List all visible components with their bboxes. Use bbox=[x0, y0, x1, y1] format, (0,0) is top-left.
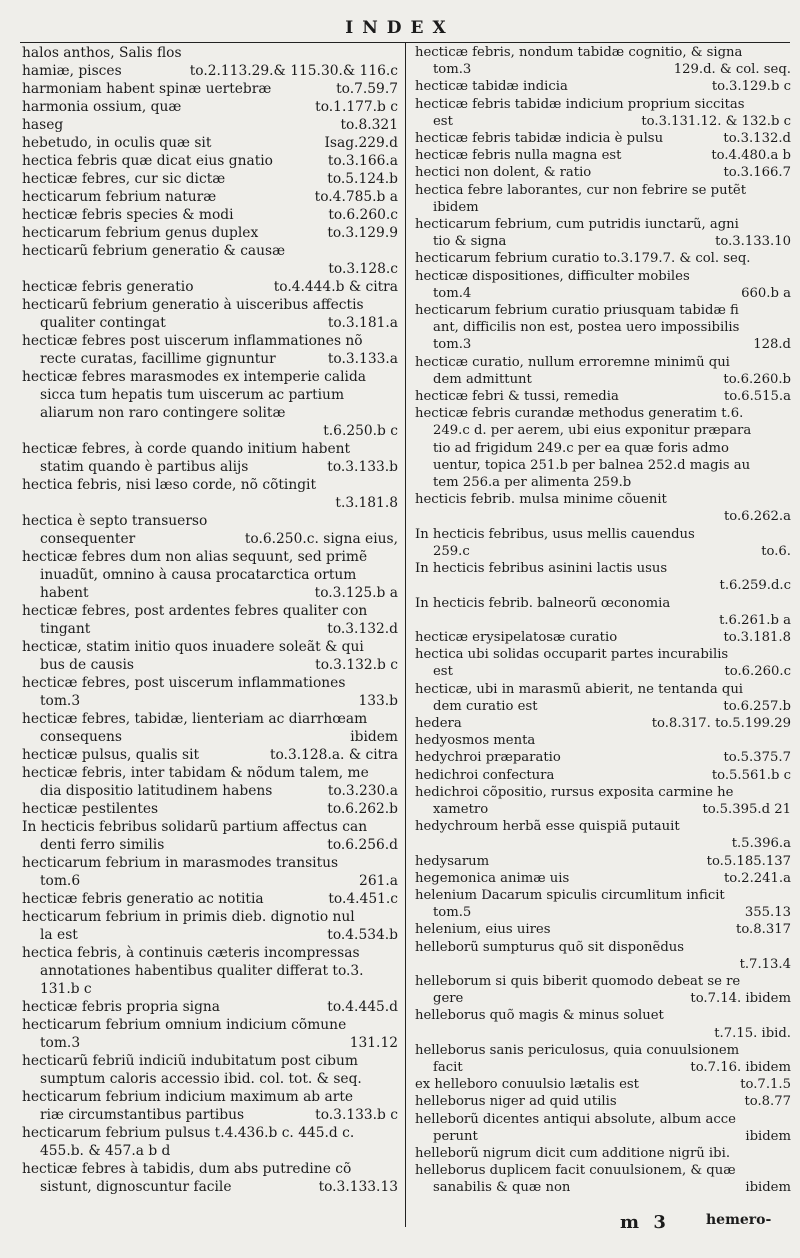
entry-text: hecticarum febrium curatio to.3.179.7. & col. seq. bbox=[415, 251, 751, 267]
entry-text: hecticæ curatio, nullum erroremne minimũ qui bbox=[415, 354, 730, 370]
entry-text: hecticæ febris tabidæ indicia è pulsu bbox=[415, 131, 664, 147]
entry-reference: to.3.166.a bbox=[327, 153, 398, 169]
entry-reference: to.8.321 bbox=[340, 117, 398, 133]
entry-text: helenium, eius uires bbox=[415, 922, 551, 938]
index-entry bbox=[22, 638, 398, 674]
index-entry bbox=[415, 939, 791, 973]
index-entry bbox=[415, 870, 791, 887]
entry-text: halos anthos, Salis flos bbox=[22, 45, 182, 61]
entry-continuation: ibidem bbox=[433, 199, 479, 215]
index-entry bbox=[415, 784, 791, 818]
entry-text: hecticæ febris tabidæ indicium proprium siccitas bbox=[415, 96, 745, 112]
entry-reference: to.3.230.a bbox=[327, 783, 398, 799]
entry-reference: to.4.451.c bbox=[328, 891, 398, 907]
entry-reference: to.6.250.c. signa eius, bbox=[244, 531, 398, 547]
index-entry bbox=[415, 732, 791, 749]
entry-text: hecticarum febrium pulsus t.4.436.b c. 445.d c. bbox=[22, 1125, 355, 1141]
entry-reference: t.6.250.b c bbox=[323, 423, 398, 439]
index-entry bbox=[22, 206, 398, 224]
entry-reference: to.3.133.a bbox=[327, 351, 398, 367]
index-entry bbox=[22, 440, 398, 476]
entry-text: hegemonica animæ uis bbox=[415, 870, 570, 886]
entry-reference: to.5.124.b bbox=[327, 171, 398, 187]
entry-reference: to.6.260.b bbox=[723, 371, 791, 387]
entry-text: hecticæ pestilentes bbox=[22, 801, 159, 817]
entry-text: hectica ubi solidas occuparit partes incurabilis bbox=[415, 647, 729, 663]
entry-text: hebetudo, in oculis quæ sit bbox=[22, 135, 212, 151]
entry-reference: to.3.133.b bbox=[327, 459, 398, 475]
index-entry bbox=[415, 853, 791, 870]
index-entry bbox=[415, 1093, 791, 1110]
index-entry bbox=[415, 1145, 791, 1162]
index-entry bbox=[22, 368, 398, 440]
entry-text: hamiæ, pisces bbox=[22, 63, 122, 79]
index-entry bbox=[22, 224, 398, 242]
index-entry bbox=[415, 681, 791, 715]
entry-text: hecticæ febres, cur sic dictæ bbox=[22, 171, 226, 187]
entry-text: haseg bbox=[22, 117, 64, 133]
left-column bbox=[22, 44, 398, 1196]
entry-continuation: tingant bbox=[40, 621, 91, 637]
index-entry bbox=[22, 116, 398, 134]
index-entry bbox=[22, 44, 398, 62]
entry-reference: to.7.14. ibidem bbox=[690, 991, 791, 1007]
index-entry bbox=[415, 646, 791, 680]
entry-text: hecticæ febres dum non alias sequunt, sed primẽ bbox=[22, 549, 368, 565]
index-entry bbox=[22, 1088, 398, 1124]
index-entry bbox=[22, 890, 398, 908]
entry-reference: to.5.185.137 bbox=[706, 853, 791, 869]
entry-text: hecticarum febrium curatio priusquam tabidæ fi bbox=[415, 303, 739, 319]
entry-reference: to.2.241.a bbox=[723, 870, 791, 886]
index-entry bbox=[415, 921, 791, 938]
entry-reference: 660.b a bbox=[741, 285, 791, 301]
entry-continuation: denti ferro similis bbox=[40, 837, 165, 853]
entry-continuation: perunt bbox=[433, 1128, 478, 1144]
entry-text: helleborus quõ magis & minus soluet bbox=[415, 1008, 664, 1024]
entry-reference: to.3.128.a. & citra bbox=[269, 747, 398, 763]
entry-continuation: tom.3 bbox=[433, 62, 472, 78]
entry-continuation: dem admittunt bbox=[433, 371, 532, 387]
entry-text: hecticæ febris curandæ methodus generatim t.6. bbox=[415, 406, 744, 422]
index-entry bbox=[415, 388, 791, 405]
entry-reference: to.3.133.10 bbox=[715, 234, 791, 250]
entry-continuation: est bbox=[433, 664, 453, 680]
entry-text: hecticæ febris, inter tabidam & nõdum talem, me bbox=[22, 765, 369, 781]
entry-reference: ibidem bbox=[350, 729, 398, 745]
index-entry bbox=[22, 854, 398, 890]
index-entry bbox=[22, 908, 398, 944]
entry-text: harmoniam habent spinæ uertebræ bbox=[22, 81, 272, 97]
entry-continuation: sumptum caloris accessio ibid. col. tot. & seq. bbox=[40, 1071, 362, 1087]
index-entry bbox=[22, 296, 398, 332]
entry-text: hedychroum herbã esse quispiã putauit bbox=[415, 819, 680, 835]
entry-continuation: habent bbox=[40, 585, 89, 601]
entry-reference: to.6.260.c bbox=[724, 664, 791, 680]
entry-text: In hecticis febribus, usus mellis cauendus bbox=[415, 526, 695, 542]
entry-reference: t.7.13.4 bbox=[739, 956, 791, 972]
index-entry bbox=[415, 405, 791, 491]
entry-text: hecticæ febres post uiscerum inflammationes nõ bbox=[22, 333, 363, 349]
entry-text: hedichroi confectura bbox=[415, 767, 555, 783]
entry-reference: to.3.181.8 bbox=[723, 629, 791, 645]
index-entry bbox=[22, 1016, 398, 1052]
index-entry bbox=[415, 526, 791, 560]
index-entry bbox=[415, 629, 791, 646]
index-entry bbox=[415, 250, 791, 267]
entry-reference: to.4.534.b bbox=[327, 927, 398, 943]
entry-reference: to.8.317 bbox=[736, 922, 791, 938]
entry-reference: to.4.785.b a bbox=[314, 189, 398, 205]
entry-reference: to.4.480.a b bbox=[711, 148, 791, 164]
entry-text: In hecticis febribus asinini lactis usus bbox=[415, 561, 668, 577]
index-entry bbox=[22, 800, 398, 818]
index-entry bbox=[415, 973, 791, 1007]
entry-reference: ibidem bbox=[745, 1128, 791, 1144]
index-entry bbox=[22, 1052, 398, 1088]
entry-text: hecticarũ febrium generatio & causæ bbox=[22, 243, 286, 259]
entry-text: helleborũ nigrum dicit cum additione nigrũ ibi. bbox=[415, 1146, 731, 1161]
entry-reference: t.7.15. ibid. bbox=[714, 1025, 791, 1041]
entry-text: hecticarũ febrium generatio à uisceribus affectis bbox=[22, 297, 364, 313]
entry-continuation: 249.c d. per aerem, ubi eius exponitur præpara bbox=[433, 423, 752, 439]
entry-continuation: 131.b c bbox=[40, 981, 92, 997]
entry-reference: t.6.259.d.c bbox=[719, 578, 791, 594]
index-entry bbox=[415, 1111, 791, 1145]
index-entry bbox=[415, 767, 791, 784]
entry-reference: ibidem bbox=[745, 1180, 791, 1196]
index-entry bbox=[22, 134, 398, 152]
index-entry bbox=[415, 302, 791, 354]
entry-text: hectici non dolent, & ratio bbox=[415, 165, 592, 181]
catchword: hemero- bbox=[706, 1212, 772, 1228]
entry-continuation: aliarum non raro contingere solitæ bbox=[40, 405, 286, 421]
entry-text: hedera bbox=[415, 715, 462, 731]
entry-reference: to.3.181.a bbox=[327, 315, 398, 331]
index-entry bbox=[415, 491, 791, 525]
index-entry bbox=[415, 818, 791, 852]
entry-continuation: ant, difficilis non est, postea uero impossibilis bbox=[433, 320, 740, 336]
entry-continuation: recte curatas, facillime gignuntur bbox=[40, 351, 276, 367]
index-entry bbox=[415, 715, 791, 732]
index-entry bbox=[415, 1007, 791, 1041]
entry-continuation: facit bbox=[433, 1059, 463, 1075]
entry-reference: to.3.129.b c bbox=[711, 79, 791, 95]
index-entry bbox=[22, 170, 398, 188]
entry-text: hedychroi præparatio bbox=[415, 750, 561, 766]
entry-continuation: 259.c bbox=[433, 543, 470, 559]
entry-text: helleborum si quis biberit quomodo debeat se re bbox=[415, 973, 741, 989]
index-entry bbox=[22, 278, 398, 296]
index-entry bbox=[22, 1124, 398, 1160]
entry-reference: t.3.181.8 bbox=[335, 495, 398, 511]
entry-reference: to.6.262.a bbox=[723, 509, 791, 525]
entry-text: hecticarũ febriũ indiciũ indubitatum post cibum bbox=[22, 1053, 358, 1069]
index-entry bbox=[415, 887, 791, 921]
entry-continuation: inuadũt, omnino à causa procatarctica ortum bbox=[40, 567, 357, 583]
entry-continuation: annotationes habentibus qualiter differat to.3. bbox=[40, 963, 364, 979]
entry-reference: to.8.77 bbox=[744, 1094, 791, 1110]
index-entry bbox=[415, 44, 791, 78]
entry-text: hecticarum febrium indicium maximum ab arte bbox=[22, 1089, 354, 1105]
entry-continuation: sicca tum hepatis tum uiscerum ac partium bbox=[40, 387, 345, 403]
entry-text: hecticarum febrium omnium indicium cõmune bbox=[22, 1017, 347, 1033]
entry-continuation: bus de causis bbox=[40, 657, 134, 673]
index-entry bbox=[22, 80, 398, 98]
entry-reference: to.6. bbox=[761, 543, 791, 559]
entry-reference: to.2.113.29.& 115.30.& 116.c bbox=[189, 63, 398, 79]
entry-text: helleborũ sumpturus quõ sit disponẽdus bbox=[415, 939, 685, 955]
index-entry bbox=[22, 62, 398, 80]
index-entry bbox=[22, 98, 398, 116]
entry-continuation: sanabilis & quæ non bbox=[433, 1180, 571, 1196]
index-entry bbox=[22, 512, 398, 548]
index-entry bbox=[22, 998, 398, 1016]
entry-text: hecticarum febrium, cum putridis iunctarũ, agni bbox=[415, 217, 739, 233]
index-entry bbox=[22, 332, 398, 368]
entry-continuation: consequenter bbox=[40, 531, 136, 547]
index-entry bbox=[22, 602, 398, 638]
entry-text: hecticæ febres, post uiscerum inflammationes bbox=[22, 675, 346, 691]
entry-text: hecticæ, ubi in marasmũ abierit, ne tentanda qui bbox=[415, 681, 744, 697]
entry-text: hecticæ, statim initio quos inuadere soleãt & qui bbox=[22, 639, 364, 655]
entry-reference: to.3.132.d bbox=[723, 131, 791, 147]
entry-text: harmonia ossium, quæ bbox=[22, 99, 182, 115]
entry-text: hecticarum febrium genus duplex bbox=[22, 225, 259, 241]
index-entry bbox=[22, 944, 398, 998]
entry-reference: to.6.256.d bbox=[327, 837, 398, 853]
entry-reference: to.1.177.b c bbox=[315, 99, 398, 115]
entry-text: In hecticis febrib. balneorũ œconomia bbox=[415, 595, 671, 611]
entry-continuation: 455.b. & 457.a b d bbox=[40, 1143, 171, 1159]
index-entry bbox=[415, 147, 791, 164]
entry-reference: to.7.16. ibidem bbox=[690, 1059, 791, 1075]
index-entry bbox=[22, 476, 398, 512]
entry-continuation: sistunt, dignoscuntur facile bbox=[40, 1179, 232, 1195]
entry-text: hecticæ pulsus, qualis sit bbox=[22, 747, 200, 763]
right-column bbox=[415, 44, 791, 1197]
index-entry bbox=[22, 242, 398, 278]
entry-reference: to.6.262.b bbox=[327, 801, 398, 817]
entry-text: hecticæ febri & tussi, remedia bbox=[415, 389, 619, 405]
entry-reference: to.6.257.b bbox=[723, 698, 791, 714]
index-entry bbox=[415, 78, 791, 95]
entry-reference: to.5.561.b c bbox=[711, 767, 791, 783]
entry-reference: to.6.515.a bbox=[723, 389, 791, 405]
entry-continuation: tio & signa bbox=[433, 234, 507, 250]
entry-continuation: dem curatio est bbox=[433, 698, 538, 714]
entry-continuation: statim quando è partibus alijs bbox=[40, 459, 249, 475]
entry-reference: to.5.375.7 bbox=[723, 750, 791, 766]
entry-text: hecticis febrib. mulsa minime cõuenit bbox=[415, 492, 667, 508]
entry-text: hecticæ febres à tabidis, dum abs putredine cõ bbox=[22, 1161, 352, 1177]
index-entry bbox=[415, 595, 791, 629]
entry-continuation: tem 256.a per alimenta 259.b bbox=[433, 475, 632, 491]
index-entry bbox=[22, 548, 398, 602]
index-entry bbox=[415, 354, 791, 388]
entry-reference: to.4.445.d bbox=[327, 999, 398, 1015]
entry-text: hectica è septo transuerso bbox=[22, 513, 208, 529]
entry-text: hectica febris, à continuis cæteris incompressas bbox=[22, 945, 360, 961]
entry-reference: 355.13 bbox=[744, 905, 791, 921]
entry-reference: to.3.131.12. & 132.b c bbox=[641, 113, 791, 129]
entry-reference: t.5.396.a bbox=[731, 836, 791, 852]
page-title: INDEX bbox=[345, 18, 455, 38]
entry-reference: to.5.395.d 21 bbox=[702, 801, 791, 817]
index-entry bbox=[415, 182, 791, 216]
entry-continuation: gere bbox=[433, 991, 464, 1007]
entry-reference: 129.d. & col. seq. bbox=[673, 62, 791, 78]
entry-continuation: tom.6 bbox=[40, 873, 81, 889]
index-entry bbox=[415, 164, 791, 181]
entry-reference: to.3.125.b a bbox=[314, 585, 398, 601]
entry-reference: 128.d bbox=[753, 337, 791, 353]
entry-continuation: tom.5 bbox=[433, 905, 472, 921]
entry-reference: to.8.317. to.5.199.29 bbox=[651, 715, 791, 731]
entry-text: ex helleboro conuulsio lætalis est bbox=[415, 1077, 639, 1093]
entry-continuation: xametro bbox=[433, 801, 489, 817]
index-entry bbox=[22, 188, 398, 206]
index-entry bbox=[22, 710, 398, 746]
entry-reference: Isag.229.d bbox=[324, 135, 398, 151]
entry-reference: to.3.128.c bbox=[328, 261, 398, 277]
entry-reference: to.6.260.c bbox=[328, 207, 398, 223]
entry-text: hecticæ febres, à corde quando initium habent bbox=[22, 441, 351, 457]
entry-reference: 261.a bbox=[359, 873, 398, 889]
entry-text: hedysarum bbox=[415, 853, 490, 869]
entry-continuation: la est bbox=[40, 927, 78, 943]
entry-text: hectica febris quæ dicat eius gnatio bbox=[22, 153, 273, 169]
entry-text: hecticæ febres, tabidæ, lienteriam ac diarrhœam bbox=[22, 711, 368, 727]
entry-text: hectica febris, nisi læso corde, nõ cõtingit bbox=[22, 477, 317, 493]
index-entry bbox=[415, 749, 791, 766]
entry-continuation: dia dispositio latitudinem habens bbox=[40, 783, 273, 799]
entry-text: hectica febre laborantes, cur non febrire se putẽt bbox=[415, 182, 746, 198]
entry-text: hecticæ febres, post ardentes febres qualiter con bbox=[22, 603, 368, 619]
entry-text: hecticæ febris species & modi bbox=[22, 207, 234, 223]
entry-continuation: tom.3 bbox=[433, 337, 472, 353]
entry-continuation: consequens bbox=[40, 729, 123, 745]
entry-text: hecticæ tabidæ indicia bbox=[415, 79, 568, 95]
entry-text: hedichroi cõpositio, rursus exposita carmine he bbox=[415, 784, 734, 800]
index-entry bbox=[22, 152, 398, 170]
entry-reference: to.3.129.9 bbox=[327, 225, 398, 241]
entry-reference: to.7.1.5 bbox=[740, 1077, 791, 1093]
entry-reference: to.3.132.d bbox=[327, 621, 398, 637]
index-entry bbox=[22, 746, 398, 764]
entry-reference: to.4.444.b & citra bbox=[273, 279, 398, 295]
entry-text: hecticæ erysipelatosæ curatio bbox=[415, 629, 618, 645]
column-divider bbox=[405, 42, 406, 1227]
entry-reference: to.3.133.13 bbox=[318, 1179, 398, 1195]
entry-continuation: est bbox=[433, 113, 453, 129]
entry-text: helleborus duplicem facit conuulsionem, & quæ bbox=[415, 1163, 736, 1179]
entry-reference: 131.12 bbox=[349, 1035, 398, 1051]
index-entry bbox=[22, 1160, 398, 1196]
entry-text: hecticarum febrium in marasmodes transitus bbox=[22, 855, 339, 871]
entry-text: hecticæ febris, nondum tabidæ cognitio, & signa bbox=[415, 45, 743, 60]
entry-text: hecticæ dispositiones, difficulter mobiles bbox=[415, 268, 690, 284]
entry-continuation: riæ circumstantibus partibus bbox=[40, 1107, 245, 1123]
index-entry bbox=[415, 1162, 791, 1196]
entry-text: hedyosmos menta bbox=[415, 733, 536, 749]
index-entry bbox=[415, 216, 791, 250]
entry-text: hecticarum febrium naturæ bbox=[22, 189, 217, 205]
entry-reference: t.6.261.b a bbox=[719, 612, 791, 628]
index-entry bbox=[415, 1042, 791, 1076]
entry-reference: to.7.59.7 bbox=[336, 81, 398, 97]
entry-text: In hecticis febribus solidarũ partium affectus can bbox=[22, 819, 368, 835]
index-entry bbox=[22, 818, 398, 854]
index-entry bbox=[22, 764, 398, 800]
entry-text: helleborus niger ad quid utilis bbox=[415, 1094, 617, 1110]
entry-text: hecticæ febris generatio ac notitia bbox=[22, 891, 264, 907]
entry-text: hecticarum febrium in primis dieb. dignotio nul bbox=[22, 909, 355, 925]
entry-text: hecticæ febris nulla magna est bbox=[415, 148, 622, 164]
entry-text: helleborus sanis periculosus, quia conuulsionem bbox=[415, 1042, 740, 1058]
entry-text: hecticæ febris propria signa bbox=[22, 999, 221, 1015]
entry-text: hecticæ febris generatio bbox=[22, 279, 194, 295]
index-entry bbox=[415, 560, 791, 594]
entry-text: helleborũ dicentes antiqui absolute, album acce bbox=[415, 1111, 736, 1127]
entry-reference: to.3.133.b c bbox=[315, 1107, 398, 1123]
entry-continuation: qualiter contingat bbox=[40, 315, 166, 331]
entry-continuation: tom.3 bbox=[40, 693, 81, 709]
entry-reference: to.3.132.b c bbox=[315, 657, 398, 673]
index-entry bbox=[415, 268, 791, 302]
index-entry bbox=[22, 674, 398, 710]
entry-continuation: tio ad frigidum 249.c per ea quæ foris admo bbox=[433, 440, 729, 456]
signature-mark: m 3 bbox=[620, 1212, 670, 1233]
index-entry bbox=[415, 130, 791, 147]
entry-continuation: tom.3 bbox=[40, 1035, 81, 1051]
entry-text: hecticæ febres marasmodes ex intemperie calida bbox=[22, 369, 367, 385]
entry-text: helenium Dacarum spiculis circumlitum inficit bbox=[415, 887, 725, 903]
entry-reference: to.3.166.7 bbox=[723, 165, 791, 181]
index-entry bbox=[415, 1076, 791, 1093]
index-entry bbox=[415, 96, 791, 130]
entry-reference: 133.b bbox=[358, 693, 398, 709]
entry-continuation: uentur, topica 251.b per balnea 252.d magis au bbox=[433, 457, 751, 473]
entry-continuation: tom.4 bbox=[433, 285, 472, 301]
